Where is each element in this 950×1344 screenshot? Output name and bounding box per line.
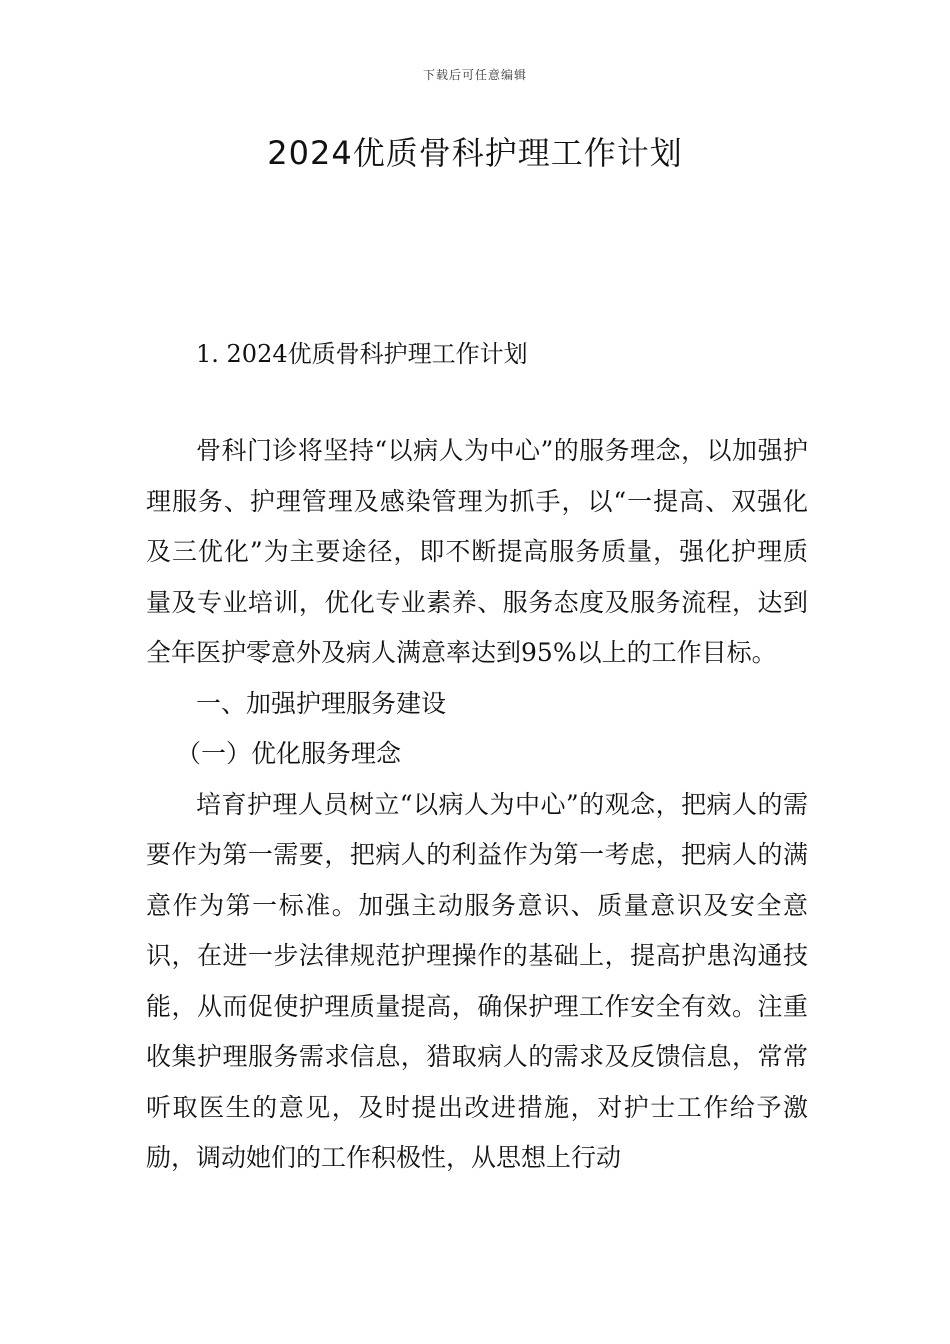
- document-body: [146, 426, 808, 1184]
- body-paragraph: 培育护理人员树立“以病人为中心”的观念，把病人的需要作为第一需要，把病人的利益作为第一考虑，把病人的满意作为第一标准。加强主动服务意识、质量意识及安全意识，在进一步法律规范护理操作的基础上，提高护患沟通技能，从而促使护理质量提高，确保护理工作安全有效。注重收集护理服务需求信息，猎取病人的需求及反馈信息，常常听取医生的意见，及时提出改进措施，对护士工作给予激励，调动她们的工作积极性，从思想上行动: [146, 789, 808, 1172]
- heading-strengthen-nursing-service: 一、加强护理服务建设: [196, 688, 447, 718]
- intro-paragraph: 骨科门诊将坚持“以病人为中心”的服务理念，以加强护理服务、护理管理及感染管理为抓手，以“一提高、双强化及三优化”为主要途径，即不断提高服务质量，强化护理质量及专业培训，优化专业素养、服务态度及服务流程，达到全年医护零意外及病人满意率达到95%以上的工作目标。: [146, 436, 808, 667]
- document-title: 2024优质骨科护理工作计划: [267, 134, 683, 172]
- section-heading: 1. 2024优质骨科护理工作计划: [196, 340, 528, 368]
- subheading-optimize-service-concept: （一）优化服务理念: [176, 739, 402, 768]
- header-note: 下载后可任意编辑: [422, 68, 527, 82]
